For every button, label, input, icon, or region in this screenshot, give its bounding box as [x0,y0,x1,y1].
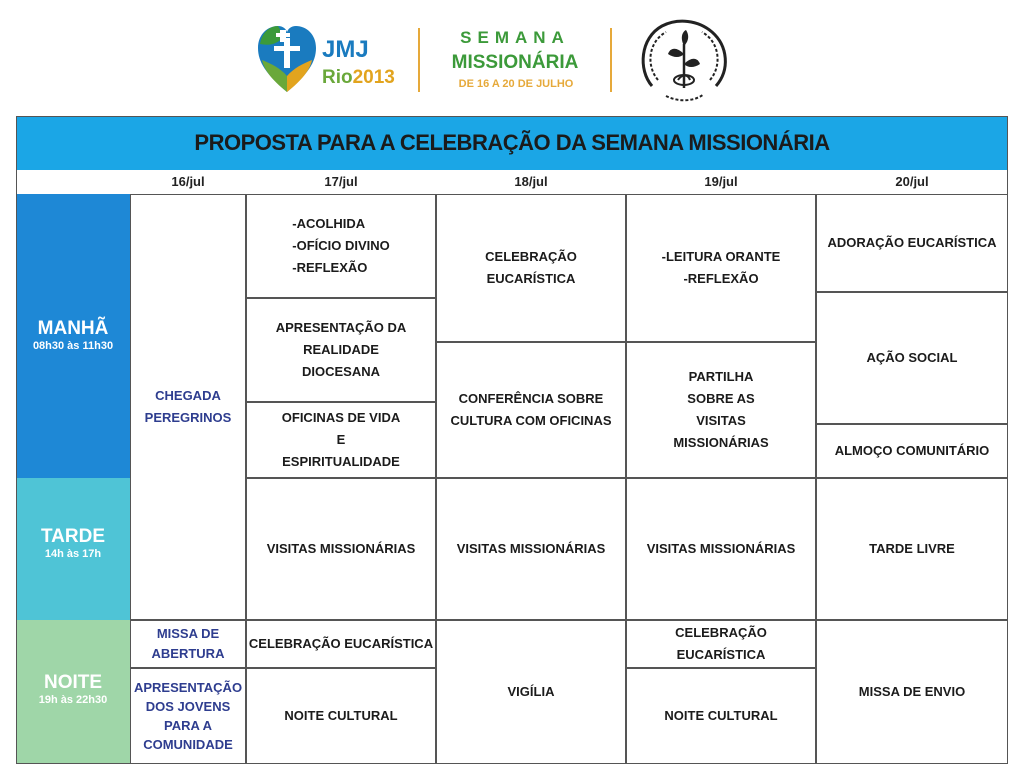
cell-20jul-almoco [816,424,1008,478]
period-noite-time: 19h às 22h30 [38,694,108,706]
cell-text: NOITE CULTURAL [284,708,398,723]
cell-list [292,213,390,279]
cell-20jul-missa [816,620,1008,764]
cell-text: MISSA DE ABERTURA [151,626,225,661]
jmj-rio-wordmark [322,68,395,88]
cell-17jul-acolhida [246,194,436,298]
cell-text: -ACOLHIDA [292,216,366,231]
cell-text: -REFLEXÃO [292,260,368,275]
semana-title: SEMANA [460,28,570,47]
column-header-16jul: 16/jul [171,174,205,189]
cell-text: VIGÍLIA [507,684,555,699]
cell-17jul-apresentacao [246,298,436,402]
cell-17jul-celebracao [246,620,436,668]
period-manha [16,194,130,478]
cell-16jul-chegada [130,194,246,620]
column-header-20jul: 20/jul [895,174,929,189]
header-divider-left [418,28,420,92]
cell-text: VISITAS MISSIONÁRIAS [646,541,796,556]
period-manha-name: MANHÃ [37,318,109,339]
cell-text: AÇÃO SOCIAL [866,350,958,365]
cell-18jul-celebracao [436,194,626,342]
cell-text: -REFLEXÃO [683,271,759,286]
period-noite-name: NOITE [43,672,103,693]
cell-19jul-noite [626,668,816,764]
period-manha-time: 08h30 às 11h30 [32,340,114,352]
column-header-18jul: 18/jul [514,174,548,189]
cell-text: APRESENTAÇÃO DA REALIDADE DIOCESANA [275,320,407,379]
cell-18jul-vigilia [436,620,626,764]
cell-18jul-conferencia [436,342,626,478]
period-tarde-time: 14h às 17h [44,548,102,560]
cell-17jul-visitas [246,478,436,620]
cell-text: CELEBRAÇÃO EUCARÍSTICA [485,249,577,286]
semana-dates: DE 16 A 20 DE JULHO [458,78,574,90]
cell-text: APRESENTAÇÃO DOS JOVENS PARA A COMUNIDADE [133,680,243,752]
cell-17jul-oficinas [246,402,436,478]
period-noite-label [16,672,130,706]
cell-16jul-missa [130,620,246,668]
cell-19jul-celebracao [626,620,816,668]
page-header [0,0,1024,112]
cell-19jul-visitas [626,478,816,620]
cell-text: ADORAÇÃO EUCARÍSTICA [827,235,997,250]
diocese-seal-icon [632,14,736,106]
jmj-heart-logo-icon [256,22,318,94]
column-header-19jul: 19/jul [704,174,738,189]
cell-text: -LEITURA ORANTE [661,249,781,264]
cell-text: MISSA DE ENVIO [858,684,966,699]
cell-text: -OFÍCIO DIVINO [292,238,390,253]
cell-text: VISITAS MISSIONÁRIAS [266,541,416,556]
cell-20jul-tarde [816,478,1008,620]
period-tarde [16,478,130,620]
cell-20jul-acao [816,292,1008,424]
jmj-wordmark: JMJ [322,36,369,63]
header-divider-right [610,28,612,92]
cell-text: PARTILHA SOBRE AS VISITAS MISSIONÁRIAS [673,369,769,450]
cell-list [662,246,781,290]
cell-text: CHEGADA PEREGRINOS [144,388,232,425]
cell-text: CELEBRAÇÃO EUCARÍSTICA [675,625,767,662]
missionaria-title: MISSIONÁRIA [451,52,579,73]
cell-text: ALMOÇO COMUNITÁRIO [834,443,990,458]
cell-16jul-apresentacao [130,668,246,764]
period-manha-label [16,318,130,352]
jmj-year-text: 2013 [352,67,395,88]
schedule-table [16,116,1008,764]
table-title: PROPOSTA PARA A CELEBRAÇÃO DA SEMANA MISSIONÁRIA [194,130,830,155]
cell-text: NOITE CULTURAL [664,708,778,723]
column-header-17jul: 17/jul [324,174,358,189]
cell-19jul-leitura [626,194,816,342]
cell-text: TARDE LIVRE [869,541,955,556]
cell-text: VISITAS MISSIONÁRIAS [456,541,606,556]
cell-18jul-visitas [436,478,626,620]
cell-20jul-adoracao [816,194,1008,292]
jmj-rio-text: Rio [322,67,353,88]
cell-19jul-partilha [626,342,816,478]
cell-17jul-noite [246,668,436,764]
cell-text: CELEBRAÇÃO EUCARÍSTICA [248,636,434,651]
period-noite [16,620,130,764]
period-tarde-name: TARDE [40,526,106,547]
cell-text: OFICINAS DE VIDA E ESPIRITUALIDADE [281,410,401,469]
period-tarde-label [16,526,130,560]
cell-text: CONFERÊNCIA SOBRE CULTURA COM OFICINAS [450,391,612,428]
